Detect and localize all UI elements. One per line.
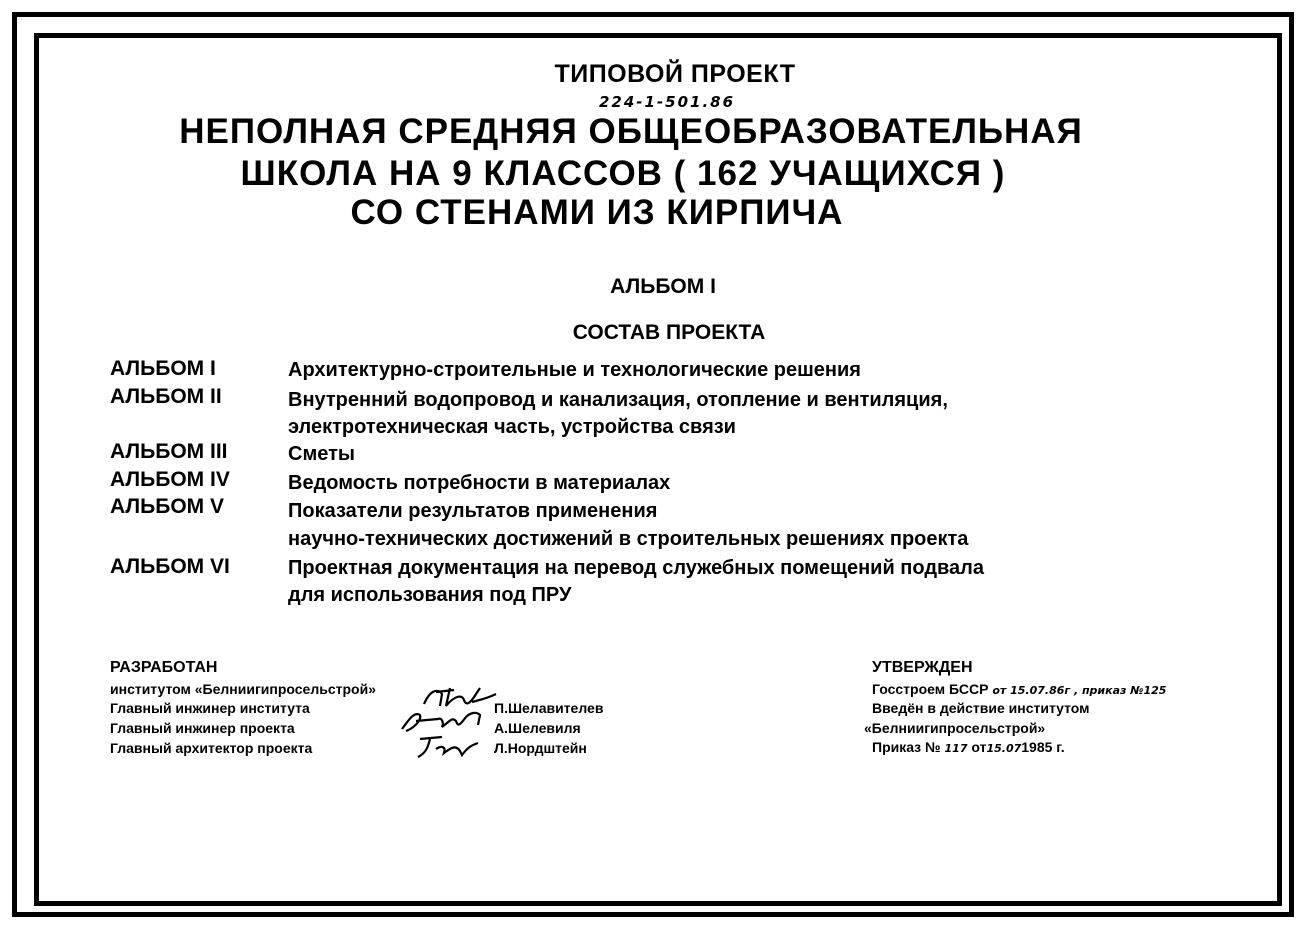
album-number: АЛЬБОМ I (610, 275, 716, 298)
developed-institute: институтом «Белниигипросельстрой» (110, 681, 376, 697)
approved-line-1 (872, 681, 1166, 697)
approved-handwritten-order: от 15.07.86г , приказ №125 (992, 684, 1167, 697)
role-chief-architect: Главный архитектор проекта (110, 740, 313, 756)
album-desc-4: Ведомость потребности в материалах (288, 472, 671, 494)
album-label-2: АЛЬБОМ II (110, 385, 222, 408)
album-label-4: АЛЬБОМ IV (110, 468, 230, 491)
name-1: П.Шелавителев (494, 700, 604, 716)
album-desc-1: Архитектурно-строительные и технологические решения (288, 359, 861, 381)
album-label-1: АЛЬБОМ I (110, 357, 216, 380)
title-line-1: НЕПОЛНАЯ СРЕДНЯЯ ОБЩЕОБРАЗОВАТЕЛЬНАЯ (179, 112, 1083, 151)
album-desc-5a: Показатели результатов применения (288, 500, 658, 522)
approved-line-3: «Белниигипросельстрой» (864, 720, 1046, 736)
name-2: А.Шелевиля (494, 720, 581, 736)
title-line-3: СО СТЕНАМИ ИЗ КИРПИЧА (350, 193, 844, 232)
approved-line-4 (872, 739, 1065, 755)
composition-heading: СОСТАВ ПРОЕКТА (572, 321, 766, 344)
album-desc-3: Сметы (288, 443, 355, 465)
approved-heading: УТВЕРЖДЕН (872, 659, 973, 676)
album-desc-6a: Проектная документация на перевод служебных помещений подвала (288, 557, 985, 579)
role-chief-engineer-institute: Главный инжинер института (110, 700, 310, 716)
approved-gosstroy: Госстроем БССР (872, 681, 989, 697)
album-desc-2b: электротехническая часть, устройства связи (288, 416, 736, 438)
developed-heading: РАЗРАБОТАН (110, 659, 218, 676)
album-label-6: АЛЬБОМ VI (110, 555, 230, 578)
name-3: Л.Нордштейн (494, 740, 587, 756)
signature-3 (412, 733, 492, 761)
project-code: 224-1-501.86 (598, 93, 736, 111)
album-label-5: АЛЬБОМ V (110, 495, 225, 518)
album-desc-5b: научно-технических достижений в строительных решениях проекта (288, 528, 969, 550)
order-date-handwritten: 15.07 (986, 742, 1022, 755)
order-year: 1985 г. (1021, 739, 1065, 755)
order-from: от (971, 739, 987, 755)
album-label-3: АЛЬБОМ III (110, 440, 228, 463)
role-chief-engineer-project: Главный инжинер проекта (110, 720, 295, 736)
order-prefix: Приказ № (872, 739, 941, 755)
title-line-2: ШКОЛА НА 9 КЛАССОВ ( 162 УЧАЩИХСЯ ) (240, 154, 1006, 193)
project-type: ТИПОВОЙ ПРОЕКТ (554, 60, 796, 88)
order-number-handwritten: 117 (944, 742, 968, 755)
album-desc-6b: для использования под ПРУ (288, 584, 572, 606)
album-desc-2a: Внутренний водопровод и канализация, отопление и вентиляция, (288, 389, 948, 411)
approved-line-2: Введён в действие институтом (872, 700, 1090, 716)
signature-2 (398, 707, 488, 735)
